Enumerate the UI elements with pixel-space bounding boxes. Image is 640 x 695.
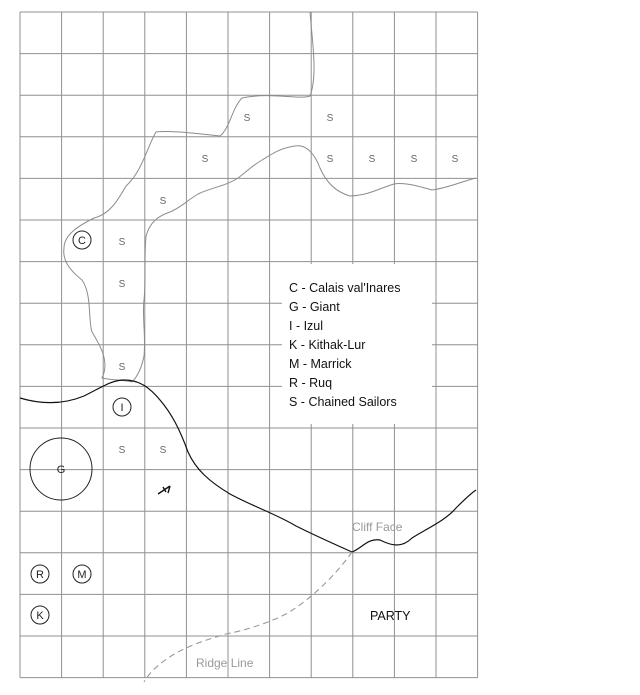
sailor-token: S	[201, 154, 209, 165]
sailor-token: S	[118, 279, 126, 290]
sailor-token: S	[118, 362, 126, 373]
party-label: PARTY	[370, 609, 411, 623]
sailor-token: S	[368, 154, 376, 165]
marrick-token-letter: M	[77, 569, 87, 581]
sailor-token: S	[159, 196, 167, 207]
calais-token	[73, 231, 91, 249]
izul-token	[113, 398, 131, 416]
calais-token-letter: C	[78, 235, 86, 247]
legend-entry: C - Calais val'Inares	[289, 281, 401, 295]
legend-entry: I - Izul	[289, 319, 324, 333]
sailor-token: S	[118, 237, 126, 248]
legend-entry: G - Giant	[289, 300, 340, 314]
sailor-token: S	[118, 445, 126, 456]
ridge-line-label: Ridge Line	[196, 656, 254, 670]
sailor-token: S	[451, 154, 459, 165]
sailor-token: S	[243, 113, 251, 124]
legend-entry: M - Marrick	[289, 357, 352, 371]
arrow-mark-icon	[158, 486, 170, 494]
giant-token	[30, 438, 92, 500]
giant-token-letter: G	[56, 464, 66, 476]
cliff-face-label: Cliff Face	[352, 520, 403, 534]
channel-upper-edge	[64, 12, 314, 382]
sailor-token: S	[326, 113, 334, 124]
ruq-token	[31, 565, 49, 583]
legend-entry: S - Chained Sailors	[289, 395, 397, 409]
izul-token-letter: I	[120, 402, 124, 414]
legend-entry: K - Kithak-Lur	[289, 338, 366, 352]
marrick-token	[73, 565, 91, 583]
kithak-lur-token	[31, 606, 49, 624]
kithak-lur-token-letter: K	[36, 610, 44, 622]
sailor-token: S	[159, 445, 167, 456]
ruq-token-letter: R	[36, 569, 44, 581]
sailor-token: S	[410, 154, 418, 165]
sailor-token: S	[326, 154, 334, 165]
legend-entry: R - Ruq	[289, 376, 333, 390]
